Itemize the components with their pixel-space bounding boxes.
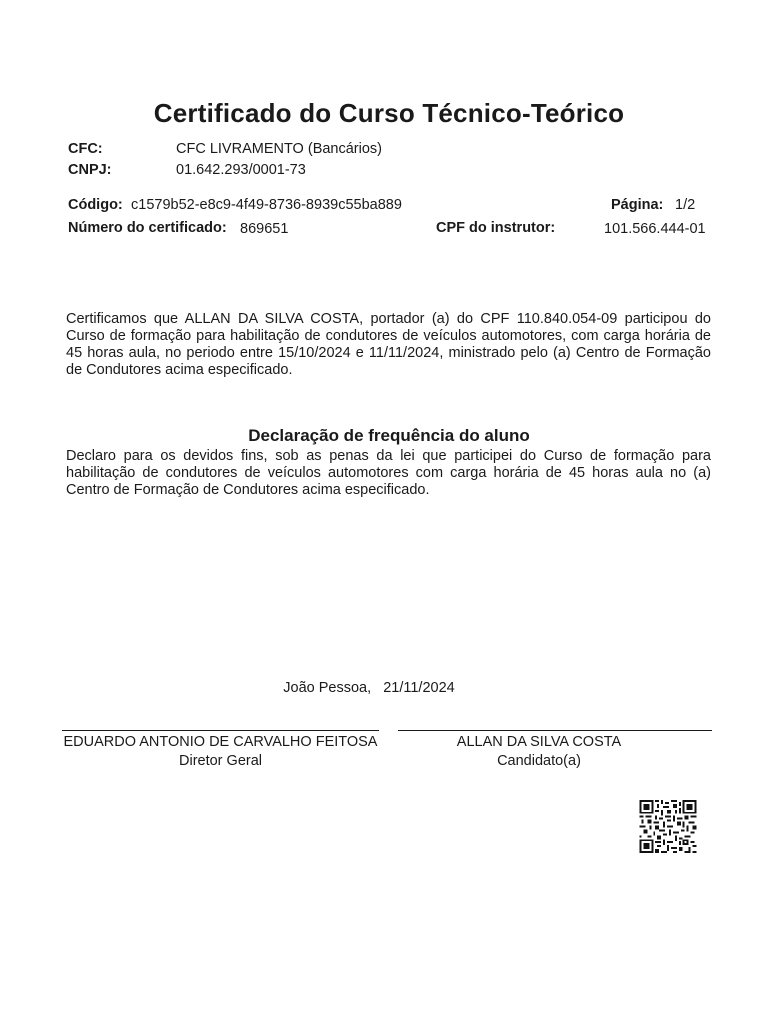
instructor-cpf-value: 101.566.444-01 <box>604 221 706 237</box>
signature-line-candidate <box>398 730 712 731</box>
declaration-title: Declaração de frequência do aluno <box>248 426 530 445</box>
place-date: João Pessoa, 21/11/2024 <box>283 680 455 696</box>
declaration-paragraph: Declaro para os devidos fins, sob as penas da lei que participei do Curso de formação para habilitação de condutores de veículos automotores com carga horária de 45 horas aula no (a) Centro de Formação de Condutores acima especificado. <box>66 448 711 498</box>
certificate-number-value: 869651 <box>240 221 289 237</box>
pagina-label: Página: <box>611 197 664 213</box>
certification-paragraph: Certificamos que ALLAN DA SILVA COSTA, portador (a) do CPF 110.840.054-09 participou do Curso de formação para habilitação de condutores de veículos automotores, com carga horária de 45 horas aula, no periodo entre 15/10/2024 e 11/11/2024, ministrado pelo (a) Centro de Formação de Condutores acima especificado. <box>66 311 711 378</box>
pagina-value: 1/2 <box>675 197 696 213</box>
signature-line-director <box>62 730 379 731</box>
qr-code-icon <box>639 800 697 853</box>
cfc-label: CFC: <box>68 141 103 157</box>
signer-candidate-role: Candidato(a) <box>497 753 581 769</box>
signer-candidate-name: ALLAN DA SILVA COSTA <box>456 734 622 750</box>
instructor-cpf-label: CPF do instrutor: <box>436 220 556 236</box>
cnpj-value: 01.642.293/0001-73 <box>176 162 306 178</box>
codigo-label: Código: <box>68 197 123 213</box>
cnpj-label: CNPJ: <box>68 162 112 178</box>
cfc-value: CFC LIVRAMENTO (Bancários) <box>176 141 382 157</box>
signer-director-role: Diretor Geral <box>179 753 262 769</box>
certificate-number-label: Número do certificado: <box>68 220 227 236</box>
signer-director-name: EDUARDO ANTONIO DE CARVALHO FEITOSA <box>63 734 378 750</box>
codigo-value: c1579b52-e8c9-4f49-8736-8939c55ba889 <box>131 197 402 213</box>
page-title: Certificado do Curso Técnico-Teórico <box>153 98 625 128</box>
